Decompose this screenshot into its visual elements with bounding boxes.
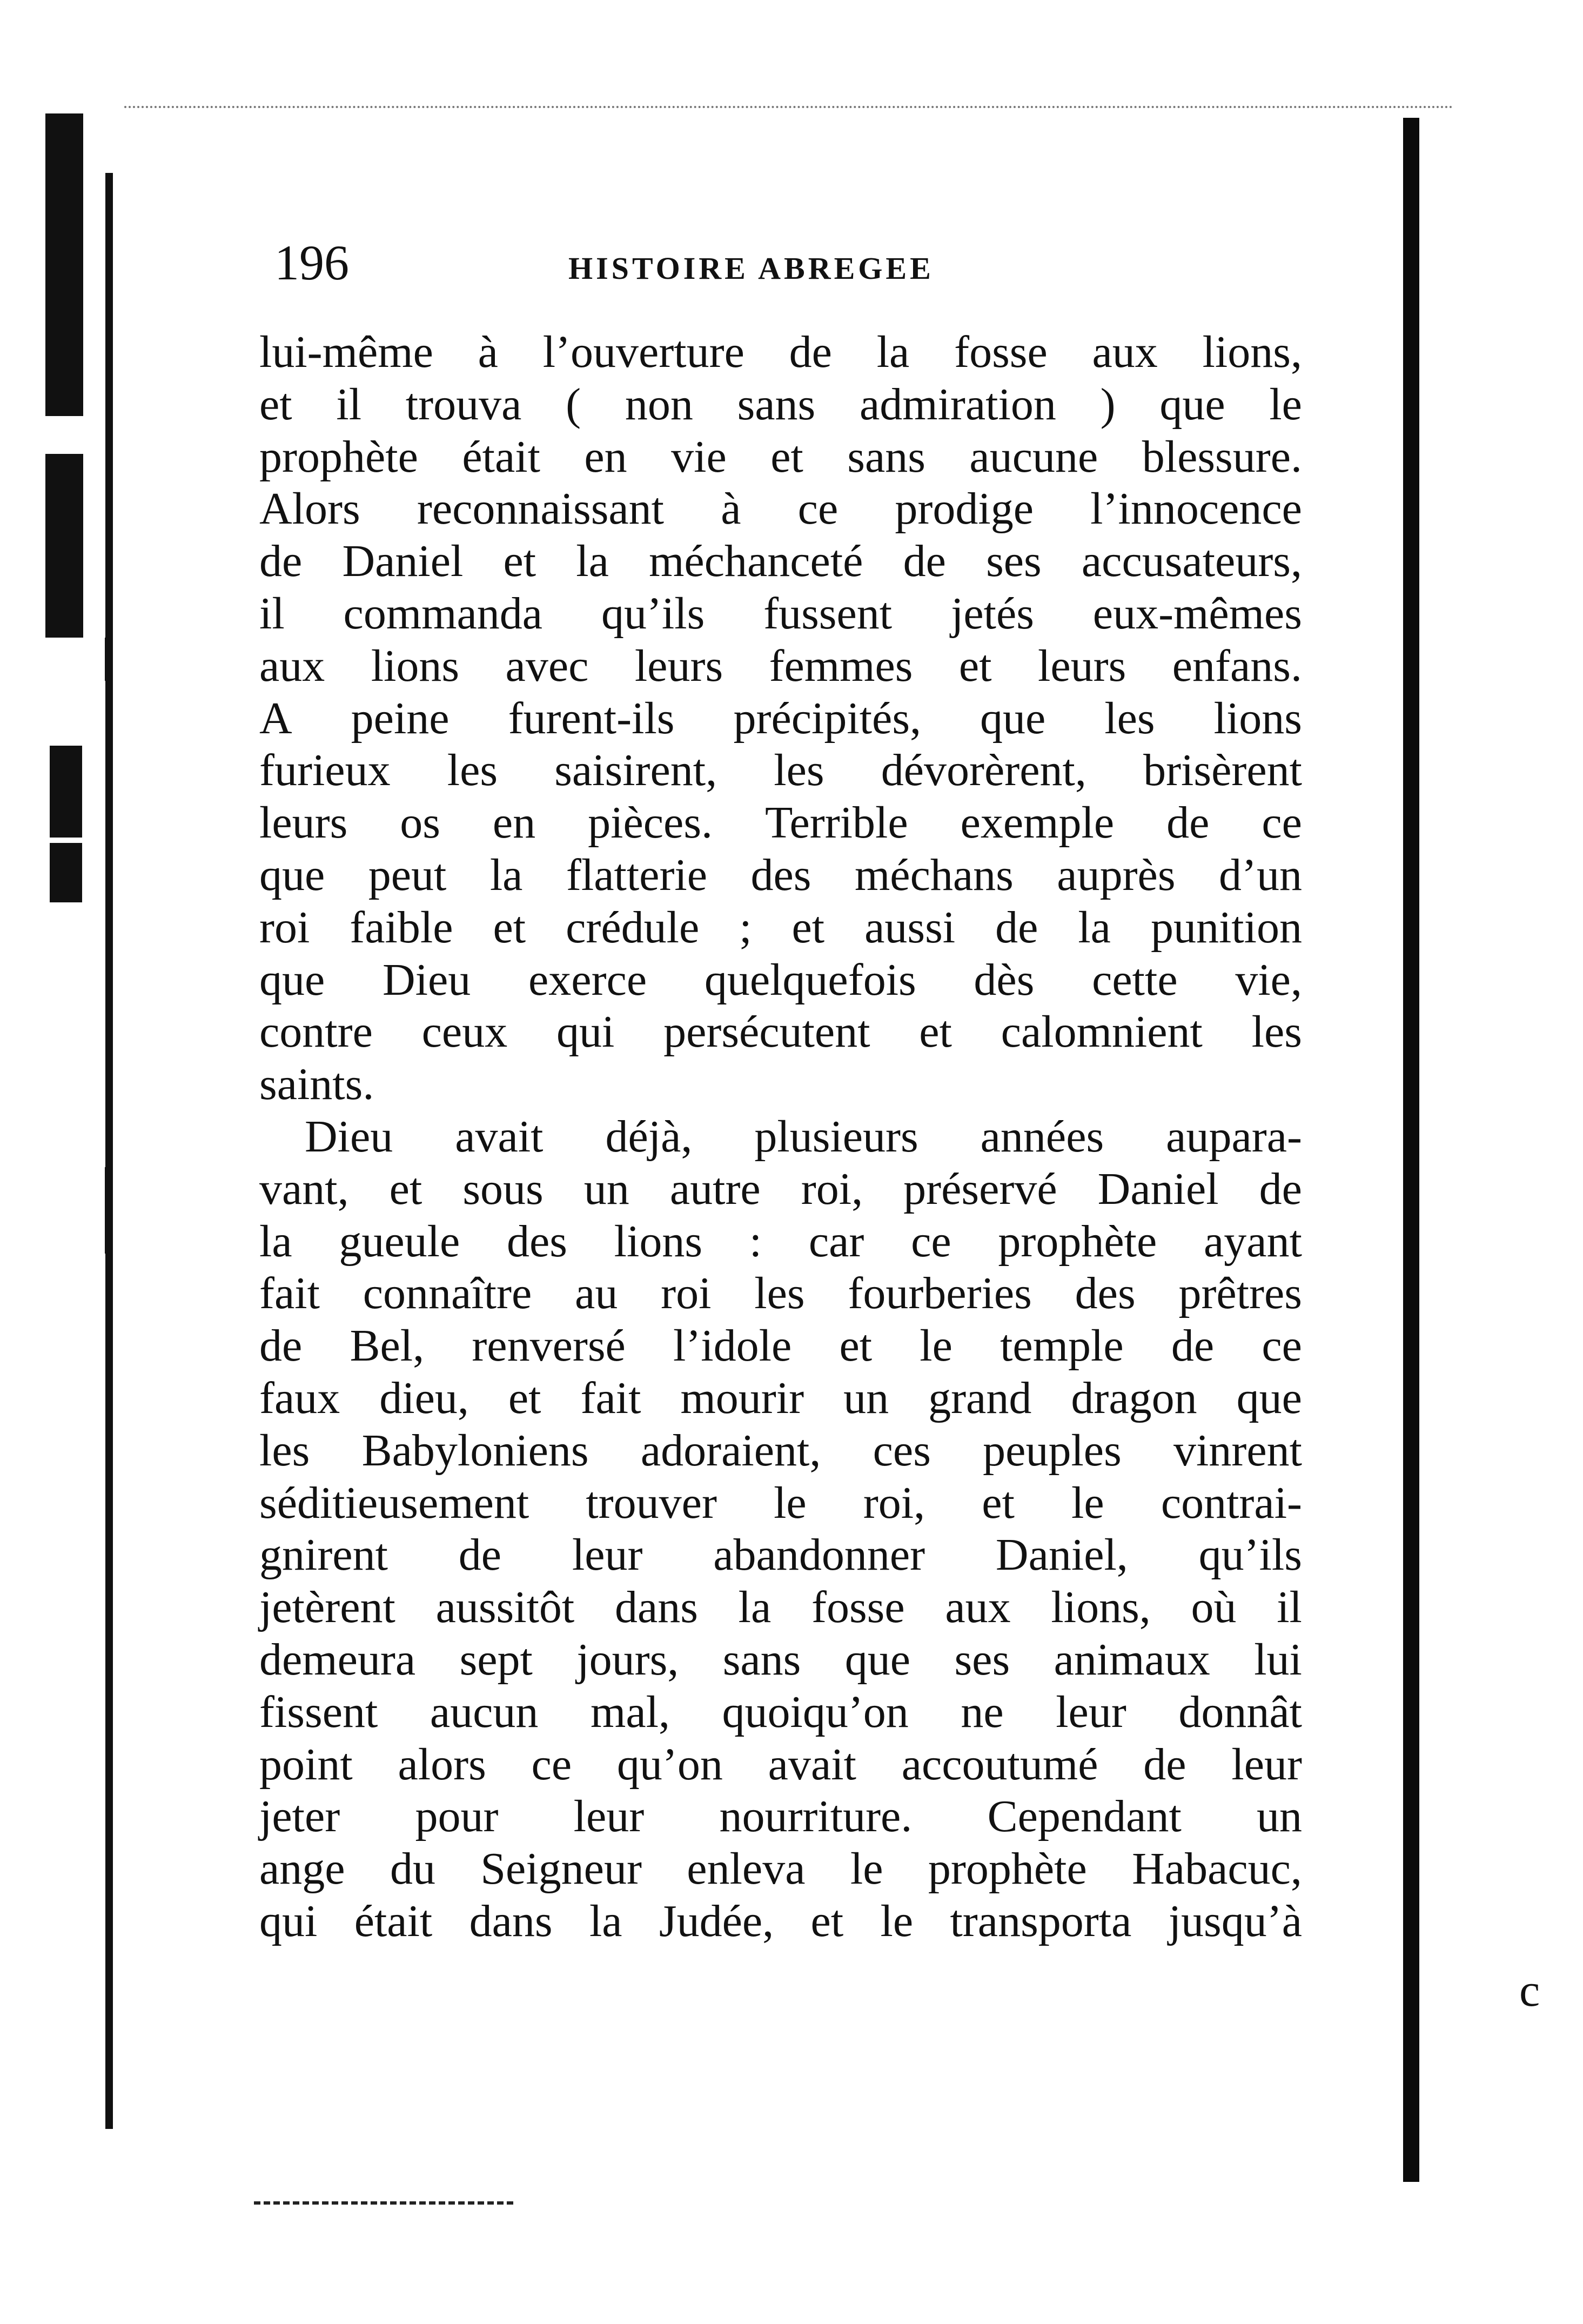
text-line: contre ceux qui persécutent et calomnient les <box>259 1007 1302 1057</box>
text-line: et il trouva ( non sans admiration ) que le <box>259 379 1302 430</box>
page-number: 196 <box>274 235 349 290</box>
body-text <box>259 326 1302 1948</box>
text-line: aux lions avec leurs femmes et leurs enfans. <box>259 640 1302 691</box>
text-line: de Bel, renversé l’idole et le temple de ce <box>259 1321 1302 1371</box>
text-line: séditieusement trouver le roi, et le contrai- <box>259 1477 1302 1528</box>
text-line: A peine furent-ils précipités, que les lions <box>259 693 1302 744</box>
text-line: saints. <box>259 1059 374 1110</box>
text-line: furieux les saisirent, les dévorèrent, brisèrent <box>259 745 1302 796</box>
paragraph-1 <box>259 326 1302 1111</box>
top-edge-marks <box>124 106 1453 110</box>
right-gutter-bar <box>1403 118 1419 2182</box>
text-line: que Dieu exerce quelquefois dès cette vie, <box>259 954 1302 1005</box>
binding-rule <box>105 173 113 2129</box>
text-line: la gueule des lions : car ce prophète ayant <box>259 1216 1302 1267</box>
text-line: leurs os en pièces. Terrible exemple de ce <box>259 798 1302 848</box>
text-line: lui-même à l’ouverture de la fosse aux lions, <box>259 327 1302 377</box>
text-line: fait connaître au roi les fourberies des prêtres <box>259 1268 1302 1319</box>
text-line: gnirent de leur abandonner Daniel, qu’ils <box>259 1530 1302 1580</box>
text-line: vant, et sous un autre roi, préservé Daniel de <box>259 1163 1302 1214</box>
text-line: qui était dans la Judée, et le transporta jusqu’à <box>259 1896 1302 1946</box>
running-head <box>259 235 1302 303</box>
bottom-edge-marks <box>254 2201 513 2207</box>
text-line: Alors reconnaissant à ce prodige l’innocence <box>259 484 1302 534</box>
text-line: fissent aucun mal, quoiqu’on ne leur donnât <box>259 1686 1302 1737</box>
text-line: roi faible et crédule ; et aussi de la punition <box>259 902 1302 953</box>
text-line: que peut la flatterie des méchans auprès d’un <box>259 849 1302 900</box>
text-line: Dieu avait déjà, plusieurs années aupara- <box>305 1111 1302 1162</box>
text-line: il commanda qu’ils fussent jetés eux-mêmes <box>259 588 1302 639</box>
text-line: faux dieu, et fait mourir un grand dragon que <box>259 1372 1302 1423</box>
running-title: HISTOIRE ABREGEE <box>568 251 934 286</box>
stray-margin-letter: c <box>1519 1964 1540 2016</box>
text-line: prophète était en vie et sans aucune blessure. <box>259 431 1302 482</box>
text-line: jetèrent aussitôt dans la fosse aux lions, où il <box>259 1582 1302 1633</box>
text-line: demeura sept jours, sans que ses animaux lui <box>259 1634 1302 1685</box>
text-line: point alors ce qu’on avait accoutumé de leur <box>259 1739 1302 1790</box>
text-line: ange du Seigneur enleva le prophète Habacuc, <box>259 1844 1302 1894</box>
text-line: les Babyloniens adoraient, ces peuples vinrent <box>259 1425 1302 1476</box>
book-page <box>259 235 1302 1948</box>
text-line: jeter pour leur nourriture. Cependant un <box>259 1791 1302 1842</box>
paragraph-2 <box>259 1111 1302 1948</box>
text-line: de Daniel et la méchanceté de ses accusateurs, <box>259 536 1302 587</box>
